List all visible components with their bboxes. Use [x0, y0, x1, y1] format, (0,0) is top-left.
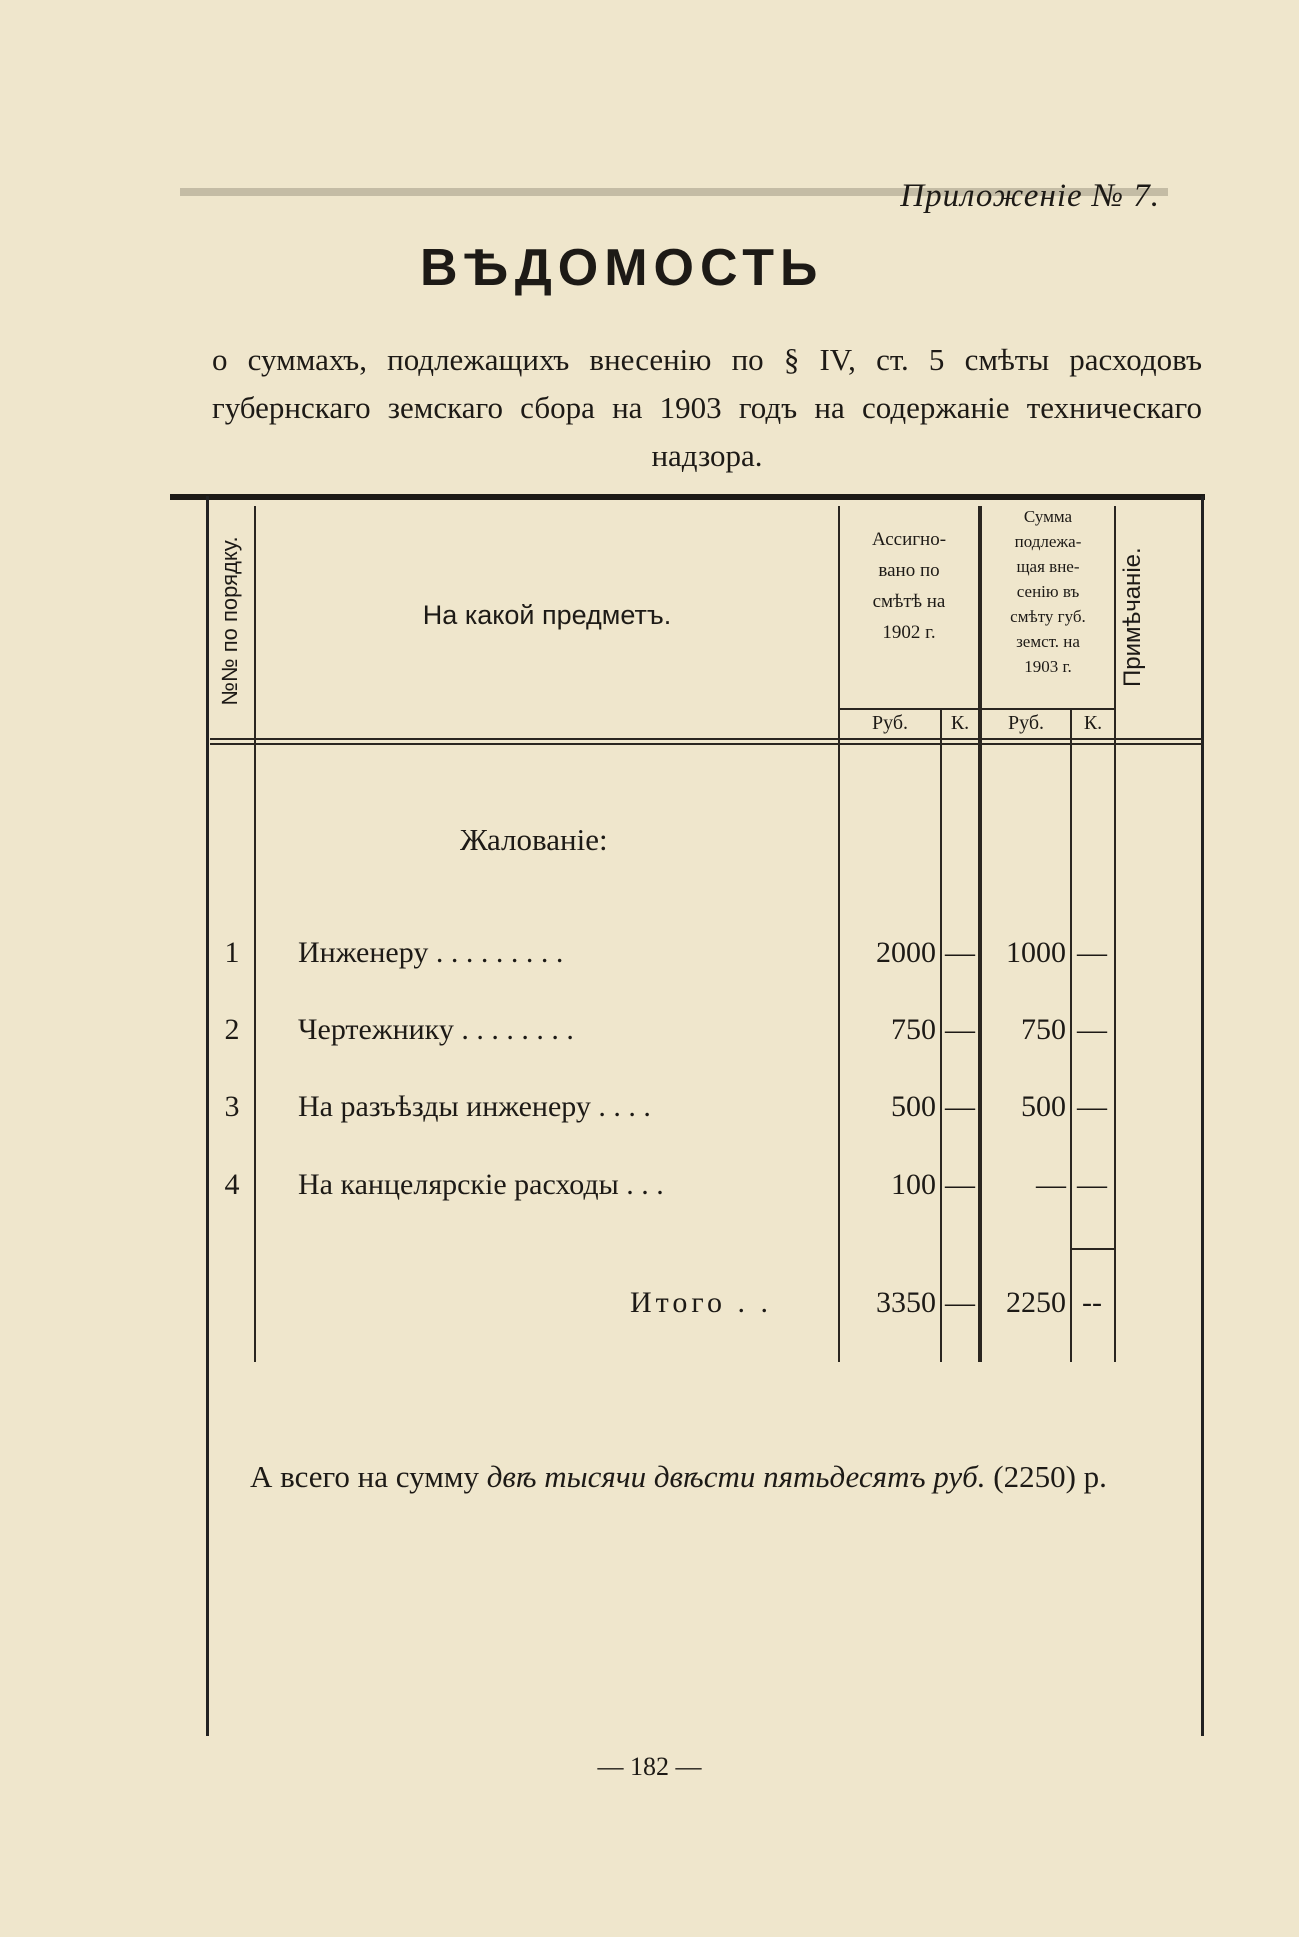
total-assigned-rub: 3350 — [876, 1286, 936, 1319]
header-sum-line: смѣту губ. — [1010, 607, 1086, 626]
header-note: Примѣчаніе. — [1119, 547, 1146, 687]
assigned-kop: — — [945, 1013, 975, 1046]
assigned-rub: 100 — [891, 1168, 936, 1201]
header-sum-line: щая вне- — [1016, 557, 1080, 576]
appendix-label: Приложеніе № 7. — [900, 178, 1160, 214]
document-title: ВѢДОМОСТЬ — [420, 239, 824, 297]
row-subject: На разъѣзды инженеру . . . . — [298, 1090, 651, 1123]
unit-rub: Руб. — [1007, 712, 1045, 734]
header-sum-line: подлежа- — [1014, 532, 1082, 551]
header-number: №№ по порядку. — [217, 536, 242, 706]
page-number: — 182 — — [597, 1752, 702, 1781]
assigned-rub: 500 — [891, 1090, 936, 1123]
row-subject: На канцелярскіе расходы . . . — [298, 1168, 664, 1201]
row-number: 4 — [224, 1168, 240, 1201]
row-subject: Чертежнику . . . . . . . . — [298, 1013, 574, 1046]
sum-kop: — — [1077, 1013, 1107, 1046]
unit-kop: К. — [950, 712, 970, 734]
document-subtitle: о суммахъ, подлежащихъ внесенію по § IV, ст. 5 смѣты расходовъ губернскаго земскаго сбора на 1903 годъ на содержаніе техническаго надзора. — [212, 342, 1202, 473]
total-words-amount: двѣ тысячи двѣсти пятьдесятъ руб. — [486, 1459, 986, 1494]
sum-rub: 750 — [1021, 1013, 1066, 1046]
row-number: 2 — [224, 1013, 240, 1046]
header-assigned-line: 1902 г. — [882, 622, 936, 643]
sum-kop: — — [1077, 936, 1107, 969]
header-assigned-line: смѣтѣ на — [872, 591, 946, 612]
total-in-words — [250, 1452, 1185, 1502]
section-label: Жалованіе: — [460, 822, 608, 857]
total-label: Итого . . — [630, 1286, 772, 1319]
unit-kop: К. — [1083, 712, 1103, 734]
total-words-prefix: А всего на сумму — [250, 1459, 479, 1494]
header-bottom-rule — [210, 738, 1202, 740]
sum-rub: 1000 — [1006, 936, 1066, 969]
sum-kop: — — [1077, 1168, 1107, 1201]
row-number: 1 — [224, 936, 240, 969]
unit-rub: Руб. — [871, 712, 909, 734]
header-sum-line: сенію въ — [1016, 582, 1080, 601]
assigned-kop: — — [945, 1090, 975, 1123]
sum-kop: — — [1077, 1090, 1107, 1123]
assigned-kop: — — [945, 936, 975, 969]
header-sum-line: земст. на — [1016, 632, 1080, 651]
unit-rule — [838, 708, 1114, 710]
header-bottom-rule — [210, 743, 1202, 745]
row-number: 3 — [224, 1090, 240, 1123]
total-sum-kop: -- — [1082, 1286, 1102, 1319]
assigned-kop: — — [945, 1168, 975, 1201]
total-assigned-kop: — — [945, 1286, 975, 1319]
header-sum-line: Сумма — [1023, 507, 1073, 526]
total-sum-rub: 2250 — [1006, 1286, 1066, 1319]
total-words-suffix: (2250) р. — [993, 1459, 1107, 1494]
header-assigned-line: вано по — [878, 560, 940, 581]
col-divider — [254, 506, 256, 1362]
note-rule — [1070, 1248, 1114, 1250]
header-subject: На какой предметъ. — [422, 600, 672, 630]
assigned-rub: 2000 — [876, 936, 936, 969]
assigned-rub: 750 — [891, 1013, 936, 1046]
header-sum — [982, 504, 1114, 679]
estimate-table — [210, 500, 1202, 1362]
page-left-rule — [206, 496, 209, 1736]
header-sum-line: 1903 г. — [1024, 657, 1072, 676]
header-assigned — [840, 524, 978, 648]
sum-rub: 500 — [1021, 1090, 1066, 1123]
row-subject: Инженеру . . . . . . . . . — [298, 936, 564, 969]
col-divider — [1114, 506, 1116, 1362]
sum-rub: — — [1036, 1168, 1066, 1201]
header-assigned-line: Ассигно- — [871, 529, 947, 550]
